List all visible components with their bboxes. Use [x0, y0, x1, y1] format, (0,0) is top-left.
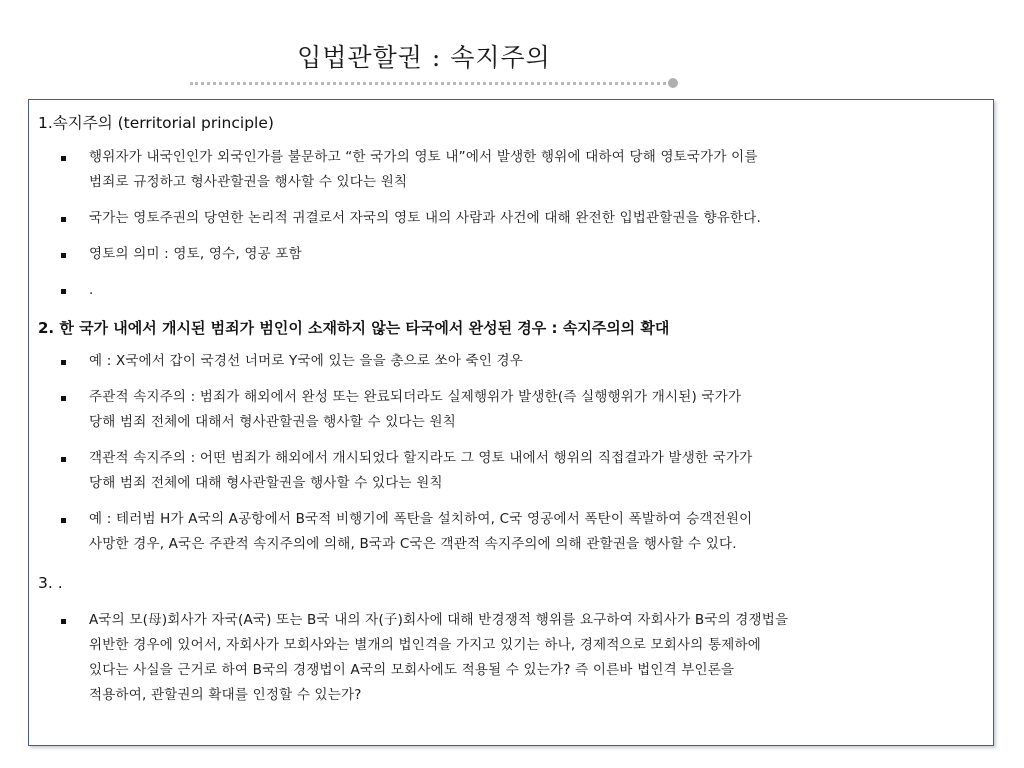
bullet-marker [61, 396, 66, 401]
title-divider-dot [668, 78, 678, 88]
bullet-item [89, 385, 985, 435]
bullet-text: 국가는 영토주권의 당연한 논리적 귀결로서 자국의 영토 내의 사람과 사건에 대해 완전한 입법관할권을 향유한다. [89, 210, 761, 226]
bullet-item [89, 446, 985, 496]
section-heading-2: 2. 한 국가 내에서 개시된 범죄가 범인이 소재하지 않는 타국에서 완성된 경우 : 속지주의의 확대 [38, 319, 670, 337]
bullet-item [89, 145, 985, 195]
bullet-marker [61, 253, 66, 258]
bullet-text: . [89, 282, 94, 298]
bullet-marker [61, 518, 66, 523]
bullet-item [89, 608, 985, 708]
bullet-text: 예 : 테러범 H가 A국의 A공항에서 B국적 비행기에 폭탄을 설치하여, C국 영공에서 폭탄이 폭발하여 승객전원이 사망한 경우, A국은 주관적 속지주의에 의해, B국과 C국은 객관적 속지주의에 의해 관할권을 행사할 수 있다. [89, 511, 753, 552]
slide-title: 입법관할권 : 속지주의 [297, 43, 551, 72]
bullet-marker [61, 360, 66, 365]
bullet-item [89, 278, 985, 303]
bullet-text: 객관적 속지주의 : 어떤 범죄가 해외에서 개시되었다 할지라도 그 영토 내에서 행위의 직접결과가 발생한 국가가 당해 범죄 전체에 대해 형사관할권을 행사할 수 있다는 원칙 [89, 450, 753, 491]
content-box [28, 99, 994, 746]
bullet-text: 예 : X국에서 갑이 국경선 너머로 Y국에 있는 을을 총으로 쏘아 죽인 경우 [89, 353, 524, 369]
bullet-item [89, 349, 985, 374]
bullet-item [89, 507, 985, 557]
section-heading-3: 3. . [38, 574, 63, 592]
title-divider [190, 82, 672, 85]
bullet-item [89, 242, 985, 267]
bullet-marker [61, 457, 66, 462]
bullet-text: 행위자가 내국인인가 외국인가를 불문하고 “한 국가의 영토 내”에서 발생한 행위에 대하여 당해 영토국가가 이를 범죄로 규정하고 형사관할권을 행사할 수 있다는 원칙 [89, 149, 758, 190]
bullet-marker [61, 217, 66, 222]
bullet-marker [61, 619, 66, 624]
section-heading-1: 1.속지주의 (territorial principle) [38, 114, 274, 132]
bullet-marker [61, 156, 66, 161]
bullet-item [89, 206, 985, 231]
bullet-text: 영토의 의미 : 영토, 영수, 영공 포함 [89, 246, 302, 262]
bullet-text: 주관적 속지주의 : 범죄가 해외에서 완성 또는 완료되더라도 실제행위가 발생한(즉 실행행위가 개시된) 국가가 당해 범죄 전체에 대해서 형사관할권을 행사할 수 있다는 원칙 [89, 389, 742, 430]
bullet-marker [61, 289, 66, 294]
bullet-text: A국의 모(母)회사가 자국(A국) 또는 B국 내의 자(子)회사에 대해 반경쟁적 행위를 요구하여 자회사가 B국의 경쟁법을 위반한 경우에 있어서, 자회사가 모회사와는 별개의 법인격을 가지고 있기는 하나, 경제적으로 모회사의 통제하에 있다는 사실을 근거로 하여 B국의 경쟁법이 A국의 모회사에도 적용될 수 있는가? 즉 이른바 법인격 부인론을 적용하여, 관할권의 확대를 인정할 수 있는가? [89, 612, 789, 703]
